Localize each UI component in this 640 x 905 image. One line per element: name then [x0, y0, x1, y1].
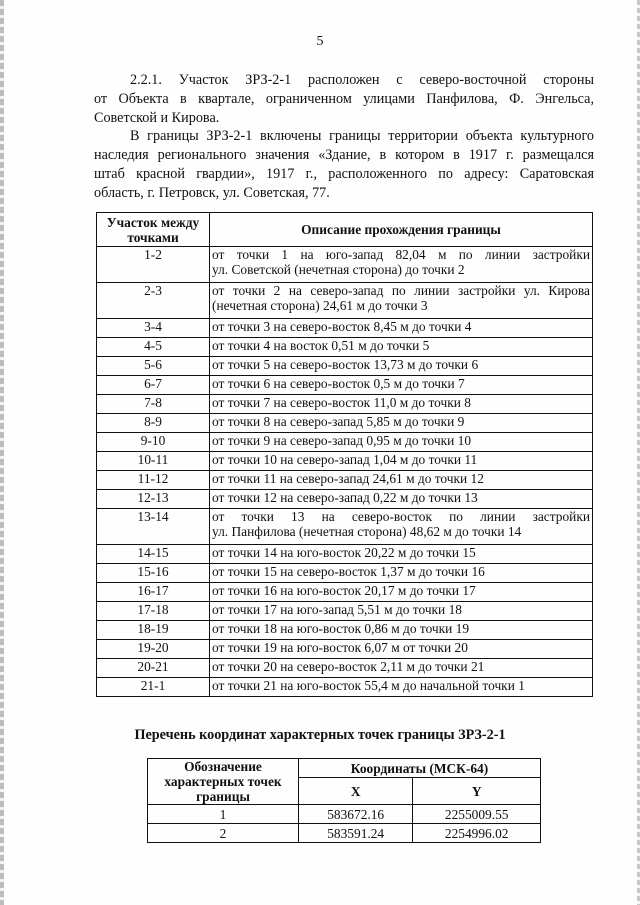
- description-cell: [210, 490, 593, 509]
- segment-cell: 16-17: [97, 583, 210, 602]
- description-cell: [210, 659, 593, 678]
- description-line: от точки 4 на восток 0,51 м до точки 5: [212, 338, 430, 353]
- description-cell: [210, 338, 593, 357]
- table-row: [97, 583, 593, 602]
- description-cell: [210, 319, 593, 338]
- header-designation-line: границы: [196, 789, 250, 804]
- paragraph-line: штаб красной гвардии», 1917 г., расположенного по адресу: Саратовская: [94, 166, 594, 182]
- paragraph-line: наследия регионального значения «Здание, в котором в 1917 г. размещался: [94, 147, 594, 163]
- segment-cell: 8-9: [97, 414, 210, 433]
- header-segment-line: Участок между: [106, 214, 200, 230]
- description-cell: [210, 414, 593, 433]
- description-line: от точки 5 на северо-восток 13,73 м до точки 6: [212, 357, 479, 372]
- description-line: от точки 3 на северо-восток 8,45 м до точки 4: [212, 319, 472, 334]
- description-cell: [210, 395, 593, 414]
- description-line: от точки 19 на юго-восток 6,07 м от точки 20: [212, 640, 468, 655]
- table-row: [97, 283, 593, 319]
- description-line: от точки 10 на северо-запад 1,04 м до точки 11: [212, 452, 478, 467]
- page-number: 5: [316, 34, 324, 49]
- description-line: от точки 18 на юго-восток 0,86 м до точки 19: [212, 621, 470, 636]
- paragraph-line: Советской и Кирова.: [94, 110, 220, 126]
- description-line: ул. Советской (нечетная сторона) до точки 2: [212, 262, 465, 277]
- table-row: [97, 545, 593, 564]
- table-row: [97, 659, 593, 678]
- segment-cell: 20-21: [97, 659, 210, 678]
- header-designation-line: характерных точек: [164, 774, 282, 789]
- description-line: от точки 7 на северо-восток 11,0 м до точки 8: [212, 395, 471, 410]
- segment-cell: 7-8: [97, 395, 210, 414]
- segment-cell: 1-2: [97, 247, 210, 283]
- point-cell: 2: [148, 824, 299, 843]
- description-cell: [210, 247, 593, 283]
- paragraph-line: 2.2.1. Участок ЗРЗ-2-1 расположен с северо-восточной стороны: [130, 72, 594, 88]
- table-row: [97, 602, 593, 621]
- description-line: от точки 2 на северо-запад по линии застройки ул. Кирова: [212, 283, 590, 298]
- scan-left-edge: [0, 0, 4, 905]
- description-cell: [210, 583, 593, 602]
- paragraph-line: В границы ЗРЗ-2-1 включены границы территории объекта культурного: [130, 128, 594, 144]
- table-row: [97, 452, 593, 471]
- description-cell: [210, 509, 593, 545]
- paragraph-line: область, г. Петровск, ул. Советская, 77.: [94, 185, 330, 201]
- description-cell: [210, 433, 593, 452]
- segment-cell: 12-13: [97, 490, 210, 509]
- header-segment-line: точками: [127, 229, 179, 245]
- description-line: от точки 13 на северо-восток по линии застройки: [212, 509, 590, 524]
- header-x: X: [299, 778, 413, 805]
- segment-cell: 10-11: [97, 452, 210, 471]
- description-line: от точки 9 на северо-запад 0,95 м до точки 10: [212, 433, 472, 448]
- description-line: от точки 14 на юго-восток 20,22 м до точки 15: [212, 545, 476, 560]
- table-row: [97, 357, 593, 376]
- description-cell: [210, 564, 593, 583]
- description-cell: [210, 357, 593, 376]
- header-segment: [97, 213, 210, 247]
- table-row: [97, 414, 593, 433]
- description-cell: [210, 376, 593, 395]
- table-header-row: [148, 759, 541, 778]
- y-cell: 2254996.02: [413, 824, 541, 843]
- table-row: [97, 490, 593, 509]
- segment-cell: 21-1: [97, 678, 210, 697]
- table-row: [97, 319, 593, 338]
- description-line: от точки 1 на юго-запад 82,04 м по линии застройки: [212, 247, 590, 262]
- header-designation-line: Обозначение: [184, 759, 262, 774]
- segment-cell: 14-15: [97, 545, 210, 564]
- coordinates-table-body: [148, 805, 541, 843]
- description-cell: [210, 471, 593, 490]
- description-cell: [210, 452, 593, 471]
- description-cell: [210, 283, 593, 319]
- description-line: от точки 17 на юго-запад 5,51 м до точки 18: [212, 602, 462, 617]
- description-line: от точки 15 на северо-восток 1,37 м до точки 16: [212, 564, 485, 579]
- segment-cell: 3-4: [97, 319, 210, 338]
- table-row: [97, 433, 593, 452]
- description-line: (нечетная сторона) 24,61 м до точки 3: [212, 298, 428, 313]
- table-row: [97, 247, 593, 283]
- description-line: от точки 12 на северо-запад 0,22 м до точки 13: [212, 490, 478, 505]
- segment-cell: 4-5: [97, 338, 210, 357]
- description-cell: [210, 678, 593, 697]
- table-row: [97, 471, 593, 490]
- table-row: [97, 621, 593, 640]
- coordinates-table: [147, 758, 541, 843]
- header-designation: [148, 759, 299, 805]
- table-row: [148, 805, 541, 824]
- header-description: Описание прохождения границы: [210, 213, 593, 247]
- segment-cell: 15-16: [97, 564, 210, 583]
- table-row: [97, 509, 593, 545]
- paragraph-location: [94, 71, 594, 128]
- table-row: [97, 678, 593, 697]
- description-line: от точки 8 на северо-запад 5,85 м до точки 9: [212, 414, 465, 429]
- description-line: от точки 21 на юго-восток 55,4 м до начальной точки 1: [212, 678, 525, 693]
- description-cell: [210, 621, 593, 640]
- segment-cell: 18-19: [97, 621, 210, 640]
- segment-cell: 13-14: [97, 509, 210, 545]
- table-row: [97, 640, 593, 659]
- table-row: [97, 564, 593, 583]
- paragraph-line: от Объекта в квартале, ограниченном улицами Панфилова, Ф. Энгельса,: [94, 91, 594, 107]
- segment-cell: 6-7: [97, 376, 210, 395]
- segment-cell: 2-3: [97, 283, 210, 319]
- table-row: [148, 824, 541, 843]
- table-header-row: [97, 213, 593, 247]
- boundary-table-body: [97, 247, 593, 697]
- table-row: [97, 376, 593, 395]
- point-cell: 1: [148, 805, 299, 824]
- coordinates-title: Перечень координат характерных точек границы ЗРЗ-2-1: [134, 727, 506, 743]
- description-line: ул. Панфилова (нечетная сторона) 48,62 м до точки 14: [212, 524, 522, 539]
- segment-cell: 9-10: [97, 433, 210, 452]
- description-cell: [210, 640, 593, 659]
- segment-cell: 17-18: [97, 602, 210, 621]
- description-line: от точки 16 на юго-восток 20,17 м до точки 17: [212, 583, 476, 598]
- description-cell: [210, 545, 593, 564]
- header-coordinates: Координаты (МСК-64): [299, 759, 541, 778]
- table-row: [97, 338, 593, 357]
- segment-cell: 5-6: [97, 357, 210, 376]
- x-cell: 583591.24: [299, 824, 413, 843]
- y-cell: 2255009.55: [413, 805, 541, 824]
- segment-cell: 19-20: [97, 640, 210, 659]
- table-row: [97, 395, 593, 414]
- paragraph-boundaries: [94, 127, 594, 203]
- header-y: Y: [413, 778, 541, 805]
- description-line: от точки 11 на северо-запад 24,61 м до точки 12: [212, 471, 484, 486]
- description-line: от точки 20 на северо-восток 2,11 м до точки 21: [212, 659, 485, 674]
- description-line: от точки 6 на северо-восток 0,5 м до точки 7: [212, 376, 465, 391]
- boundary-description-table: [96, 212, 593, 697]
- segment-cell: 11-12: [97, 471, 210, 490]
- x-cell: 583672.16: [299, 805, 413, 824]
- description-cell: [210, 602, 593, 621]
